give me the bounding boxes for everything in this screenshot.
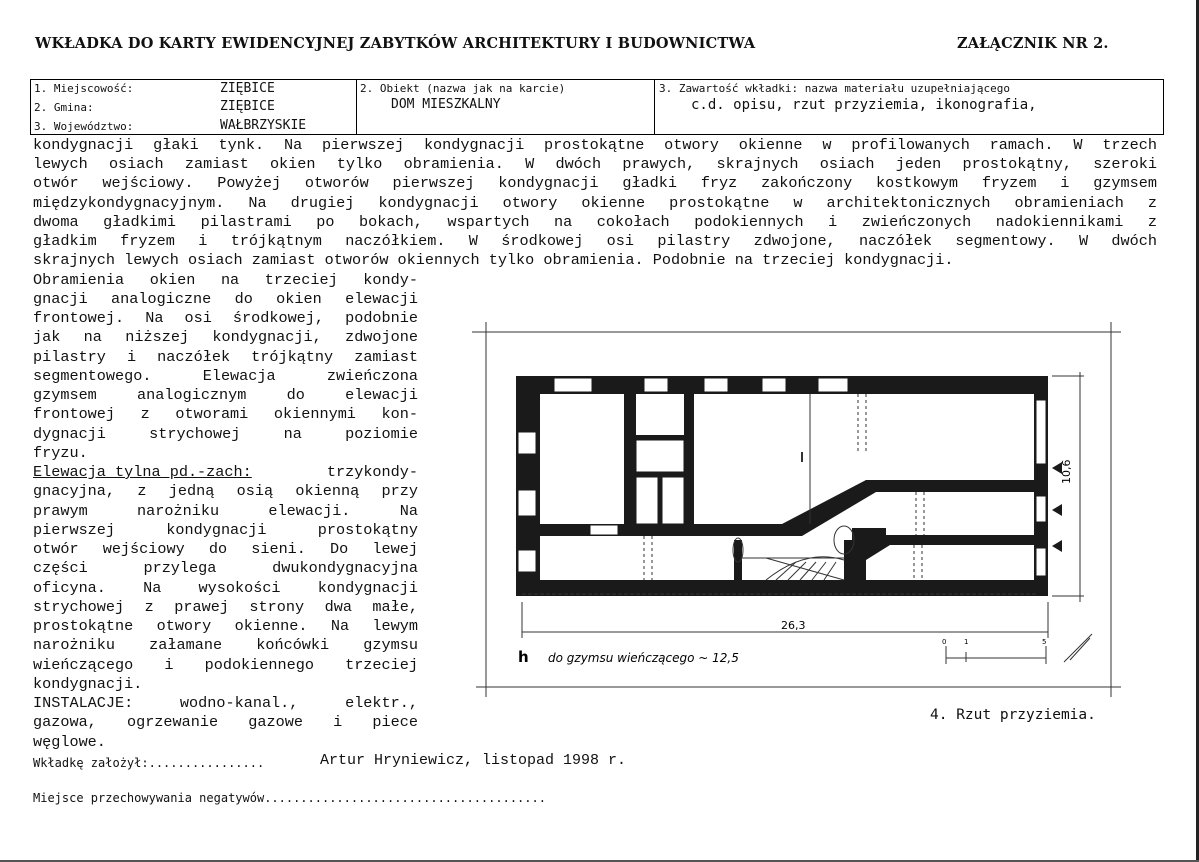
text-line: pierwszej kondygnacji prostokątny (33, 521, 418, 539)
floor-plan-drawing (466, 312, 1128, 707)
text-line: gzymsem analogicznym do elewacji (33, 386, 418, 404)
text-line: oficyna. Na wysokości kondygnacji (33, 579, 418, 597)
commune-value: ZIĘBICE (220, 99, 275, 114)
text-line: otwór wejściowy do sieni. Do lewej (33, 540, 418, 558)
text-line: gładkim fryzem i trójkątnym naczółkiem. W środkowej osi pilastry zdwojone, naczółek segmentowy. W dwóch (33, 232, 1157, 250)
locality-value: ZIĘBICE (220, 81, 275, 96)
text-line: jak na niższej kondygnacji, zdwojone (33, 328, 418, 346)
text-line: pilastry i naczółek trójkątny zamiast (33, 348, 418, 366)
negatives-storage-label: Miejsce przechowywania negatywów....................................... (33, 791, 546, 805)
installations-line: gazowa, ogrzewanie gazowe i piece (33, 713, 418, 731)
header-table (30, 79, 1164, 135)
table-divider (356, 80, 357, 134)
scale-label-0: 0 (942, 638, 947, 646)
founder-value: Artur Hryniewicz, listopad 1998 r. (320, 752, 627, 769)
text-line: fryzu. (33, 444, 88, 462)
text-line: frontowej z otworami okiennymi kon- (33, 405, 418, 423)
founder-label: Wkładkę założył:................ (33, 756, 265, 770)
contents-label: 3. Zawartość wkładki: nazwa materiału uzupełniającego (659, 82, 1010, 95)
text-line: skrajnych lewych osiach zamiast otworów okiennych tylko obramienia. Podobnie na trzeciej kondygnacji. (33, 251, 954, 269)
plan-height-symbol: h (518, 648, 529, 666)
rear-elevation-line (33, 463, 418, 482)
text-line: gnacyjna, z jedną osią okienną przy (33, 482, 418, 500)
text-line: dygnacji strychowej na poziomie (33, 425, 418, 443)
text-line: międzykondygnacyjnym. Na drugiej kondygnacji otwory okienne prostokątne w architektonicznych obramieniach z (33, 194, 1157, 212)
installations-line: INSTALACJE: wodno-kanal., elektr., (33, 694, 418, 712)
locality-label: 1. Miejscowość: (34, 82, 134, 95)
text-line: dwoma gładkimi pilastrami po bokach, wspartych na cokołach podokiennych i zwieńczonych nadokiennikami z (33, 213, 1157, 231)
text-line: wieńczącego i podokiennego trzeciej (33, 656, 418, 674)
text-line: gnacji analogiczne do okien elewacji (33, 290, 418, 308)
commune-label: 2. Gmina: (34, 101, 94, 114)
text-line: narożniku załamane końcówki gzymsu (33, 636, 418, 654)
contents-value: c.d. opisu, rzut przyziemia, ikonografia, (691, 97, 1037, 113)
text-line: prostokątne otwory okienne. Na lewym (33, 617, 418, 635)
object-value: DOM MIESZKALNY (391, 97, 501, 112)
scale-label-5: 5 (1042, 638, 1047, 646)
text-line: Obramienia okien na trzeciej kondy- (33, 271, 418, 289)
plan-caption: 4. Rzut przyziemia. (930, 707, 1096, 723)
rear-elevation-text: trzykondy- (326, 463, 418, 481)
text-line: kondygnacji głaki tynk. Na pierwszej kondygnacji prostokątne otwory okienne w profilowanych ramach. W trzech (33, 136, 1157, 154)
plan-width-dimension: 10,6 (1060, 459, 1073, 484)
installations-line: węglowe. (33, 733, 106, 751)
text-line: kondygnacji. (33, 675, 143, 693)
scale-label-1: 1 (964, 638, 969, 646)
text-line: części przylega dwukondygnacyjna (33, 559, 418, 577)
text-line: lewych osiach zamiast okien tylko obramienia. W dwóch prawych, skrajnych osiach jeden prostokątny, szeroki (33, 155, 1157, 173)
voivodeship-label: 3. Województwo: (34, 120, 134, 133)
text-line: prawym narożniku elewacji. Na (33, 502, 418, 520)
table-divider (654, 80, 655, 134)
text-line: otwór wejściowy. Powyżej otworów pierwszej kondygnacji gładki fryz zakończony kostkowym fryzem i gzymsem (33, 174, 1157, 192)
card-title: WKŁADKA DO KARTY EWIDENCYJNEJ ZABYTKÓW ARCHITEKTURY I BUDOWNICTWA (35, 35, 756, 52)
text-line: segmentowego. Elewacja zwieńczona (33, 367, 418, 385)
attachment-number: ZAŁĄCZNIK NR 2. (957, 35, 1109, 52)
voivodeship-value: WAŁBRZYSKIE (220, 118, 307, 133)
text-line: frontowej. Na osi środkowej, podobnie (33, 309, 418, 327)
plan-background (466, 312, 1128, 707)
rear-elevation-heading: Elewacja tylna pd.-zach: (33, 463, 252, 481)
plan-length-dimension: 26,3 (781, 619, 806, 632)
plan-height-note: do gzymsu wieńczącego ~ 12,5 (548, 651, 739, 665)
object-label: 2. Obiekt (nazwa jak na karcie) (360, 82, 566, 95)
text-line: strychowej z prawej strony dwa małe, (33, 598, 418, 616)
